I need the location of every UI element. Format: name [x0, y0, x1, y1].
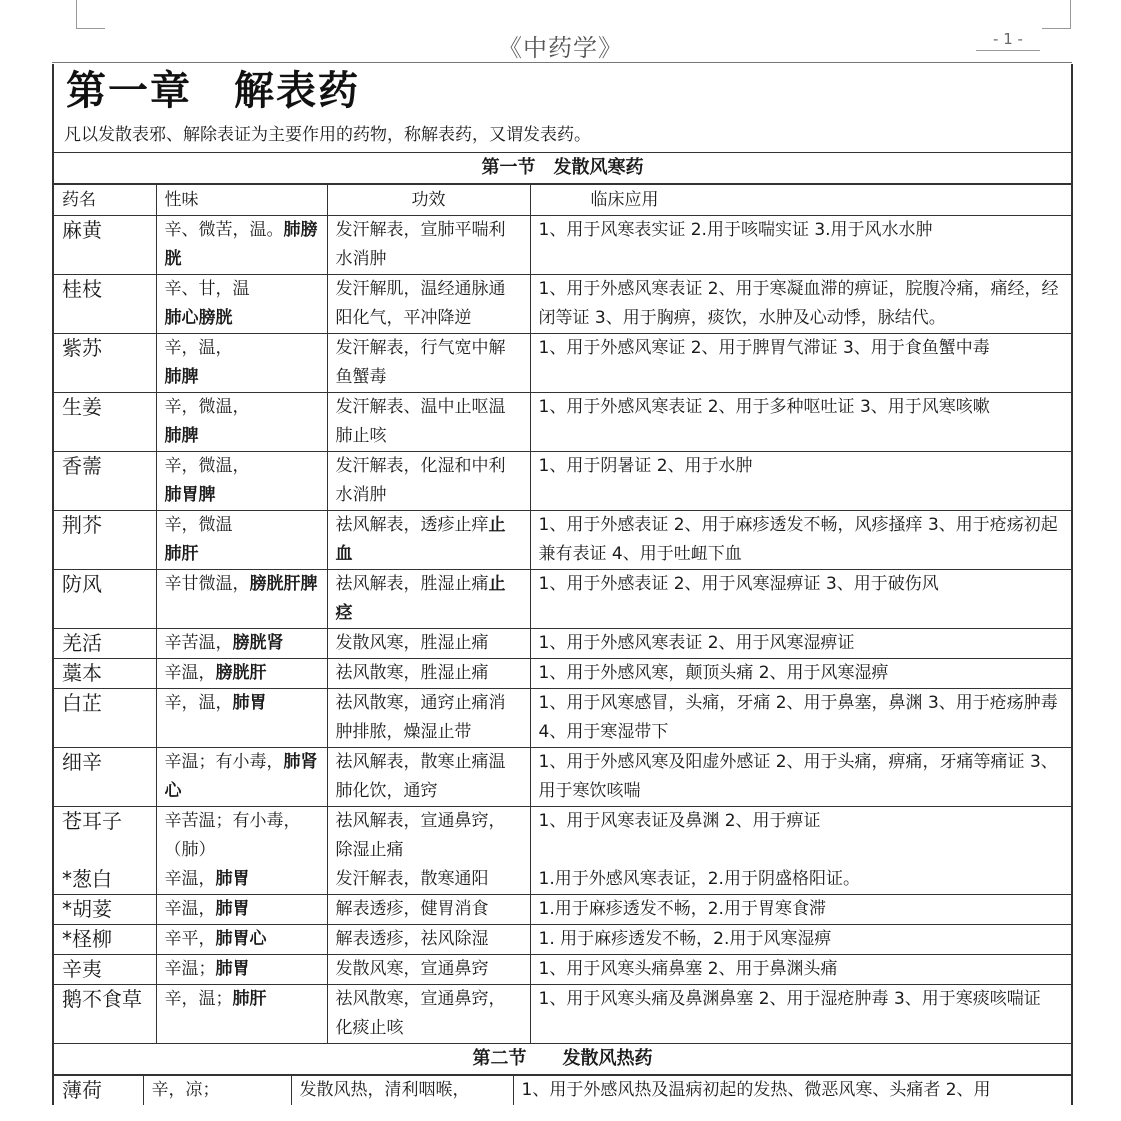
herb-name: 荆芥	[54, 511, 156, 570]
column-header-name: 药名	[54, 185, 156, 216]
herb-effect	[327, 511, 530, 570]
table-row	[54, 334, 1071, 393]
herb-nature	[156, 570, 327, 629]
section-title: 第一节 发散风寒药	[54, 153, 1071, 184]
table-row	[54, 629, 1071, 659]
table-row	[54, 895, 1071, 925]
herb-effect: 发散风热，清利咽喉，	[291, 1076, 513, 1106]
book-title: 《中药学》	[498, 34, 623, 62]
table-row	[54, 689, 1071, 748]
nature-text: 辛，温，	[164, 693, 233, 713]
table-row	[54, 452, 1071, 511]
meridian-text: 膀胱肾	[232, 633, 284, 653]
table-row	[54, 275, 1071, 334]
herb-usage: 1、用于阴暑证 2、用于水肿	[530, 452, 1071, 511]
nature-text: 辛，微温，	[164, 397, 250, 417]
table-row	[54, 1076, 1071, 1106]
effect-text: 祛风解表，宣通鼻窍，除湿止痛 发汗解表，散寒通阳	[335, 811, 506, 889]
herb-nature	[156, 659, 327, 689]
herb-name: 香薷	[54, 452, 156, 511]
herb-name: *柽柳	[54, 925, 156, 955]
nature-text: 辛平，	[164, 929, 216, 949]
herb-name: 桂枝	[54, 275, 156, 334]
herb-nature	[156, 216, 327, 275]
table-row	[54, 570, 1071, 629]
herb-nature	[156, 452, 327, 511]
herb-nature	[156, 629, 327, 659]
meridian-text: 肺胃	[215, 899, 250, 919]
meridian-text: 肺胃	[215, 869, 250, 889]
table-row	[54, 216, 1071, 275]
crop-mark-top-right	[1042, 0, 1071, 29]
herb-effect	[327, 748, 530, 807]
nature-text: 辛温；	[164, 959, 216, 979]
nature-text: 辛，微温，	[164, 456, 250, 476]
herb-effect	[327, 452, 530, 511]
herb-usage: 1、用于外感表证 2、用于风寒湿痹证 3、用于破伤风	[530, 570, 1071, 629]
herb-usage: 1、用于外感风寒及阳虚外感证 2、用于头痛，痹痛，牙痛等痛证 3、用于寒饮咳喘	[530, 748, 1071, 807]
table-row	[54, 659, 1071, 689]
nature-text: 辛温；有小毒，	[164, 752, 284, 772]
meridian-text: 肺胃心	[215, 929, 267, 949]
effect-text: 发汗解肌，温经通脉通阳化气，平冲降逆	[335, 279, 506, 328]
herb-table-wind-cold	[54, 184, 1071, 1044]
header-rule	[52, 62, 1072, 63]
herb-nature	[156, 275, 327, 334]
document-body	[52, 64, 1073, 1105]
herb-name: 辛夷	[54, 955, 156, 985]
herb-nature	[156, 334, 327, 393]
column-header-nature: 性味	[156, 185, 327, 216]
nature-text: 辛，温，	[164, 338, 233, 358]
herb-name: *胡荽	[54, 895, 156, 925]
meridian-text: 肺胃	[215, 959, 250, 979]
nature-text: 辛甘微温，	[164, 574, 250, 594]
effect-text: 发散风寒，胜湿止痛	[335, 633, 489, 653]
herb-usage: 1、用于外感风寒表证 2、用于多种呕吐证 3、用于风寒咳嗽	[530, 393, 1071, 452]
meridian-text: 肺肝	[232, 989, 267, 1009]
meridian-text: 肺心膀胱	[164, 308, 233, 328]
effect-text: 解表透疹，健胃消食	[335, 899, 489, 919]
nature-text: 辛、甘，温	[164, 279, 250, 299]
herb-name: 鹅不食草	[54, 985, 156, 1044]
meridian-text: 肺胃	[232, 693, 267, 713]
herb-usage: 1.用于麻疹透发不畅，2.用于胃寒食滞	[530, 895, 1071, 925]
chapter-intro: 凡以发散表邪、解除表证为主要作用的药物，称解表药，又谓发表药。	[54, 118, 1071, 153]
herb-usage: 1、用于外感风寒证 2、用于脾胃气滞证 3、用于食鱼蟹中毒	[530, 334, 1071, 393]
table-row	[54, 955, 1071, 985]
herb-effect	[327, 985, 530, 1044]
nature-text: 辛苦温，	[164, 633, 233, 653]
herb-name: 生姜	[54, 393, 156, 452]
effect-bold-text: 止血	[335, 515, 506, 564]
effect-text: 祛风散寒，通窍止痛消肿排脓，燥湿止带	[335, 693, 506, 742]
herb-name: 麻黄	[54, 216, 156, 275]
herb-usage: 1、用于外感风寒表证 2、用于寒凝血滞的痹证，脘腹冷痛，痛经，经闭等证 3、用于胸痹，痰饮，水肿及心动悸，脉结代。	[530, 275, 1071, 334]
herb-usage: 1、用于风寒头痛鼻塞 2、用于鼻渊头痛	[530, 955, 1071, 985]
meridian-text: 肺膀胱	[164, 220, 318, 269]
herb-nature	[156, 807, 327, 895]
table-row	[54, 393, 1071, 452]
meridian-text: 肺脾	[164, 367, 199, 387]
herb-name: 细辛	[54, 748, 156, 807]
herb-nature: 辛，凉；	[143, 1076, 291, 1106]
herb-usage: 1、用于风寒表证及鼻渊 2、用于痹证 1.用于外感风寒表证，2.用于阴盛格阳证。	[530, 807, 1071, 895]
effect-text: 祛风解表，散寒止痛温肺化饮，通窍	[335, 752, 506, 801]
herb-usage: 1. 用于麻疹透发不畅，2.用于风寒湿痹	[530, 925, 1071, 955]
meridian-text: 肺肝	[164, 544, 199, 564]
chapter-title: 第一章 解表药	[66, 68, 360, 114]
nature-text: 辛温，	[164, 899, 216, 919]
herb-usage: 1、用于外感风寒，颠顶头痛 2、用于风寒湿痹	[530, 659, 1071, 689]
herb-nature	[156, 895, 327, 925]
herb-nature	[156, 511, 327, 570]
herb-effect	[327, 275, 530, 334]
herb-name: 紫苏	[54, 334, 156, 393]
herb-table-wind-heat	[54, 1075, 1071, 1105]
herb-name: 防风	[54, 570, 156, 629]
page-number: - 1 -	[976, 30, 1040, 51]
nature-text: 辛，温；	[164, 989, 233, 1009]
herb-name: 羌活	[54, 629, 156, 659]
herb-name: 白芷	[54, 689, 156, 748]
herb-effect	[327, 334, 530, 393]
herb-nature	[156, 689, 327, 748]
effect-text: 祛风散寒，宣通鼻窍，化痰止咳	[335, 989, 506, 1038]
herb-effect	[327, 807, 530, 895]
herb-usage: 1、用于风寒表实证 2.用于咳喘实证 3.用于风水水肿	[530, 216, 1071, 275]
herb-effect	[327, 659, 530, 689]
herb-effect	[327, 925, 530, 955]
effect-text: 发散风寒，宣通鼻窍	[335, 959, 489, 979]
table-row	[54, 511, 1071, 570]
herb-usage: 1、用于风寒头痛及鼻渊鼻塞 2、用于湿疮肿毒 3、用于寒痰咳喘证	[530, 985, 1071, 1044]
effect-bold-text: 止痉	[335, 574, 506, 623]
herb-nature	[156, 925, 327, 955]
herb-nature	[156, 955, 327, 985]
effect-text: 发汗解表，宣肺平喘利水消肿	[335, 220, 506, 269]
meridian-text: 肺胃脾	[164, 485, 216, 505]
nature-text: 辛、微苦，温。	[164, 220, 284, 240]
section-title: 第二节 发散风热药	[54, 1044, 1071, 1075]
effect-text: 解表透疹，祛风除湿	[335, 929, 489, 949]
nature-text: 辛温，	[164, 663, 216, 683]
effect-text: 发汗解表，化湿和中利水消肿	[335, 456, 506, 505]
crop-mark-top-left	[76, 0, 105, 29]
herb-name: 薄荷	[54, 1076, 143, 1106]
effect-text: 祛风解表，胜湿止痛	[335, 574, 489, 594]
herb-usage: 1、用于外感风热及温病初起的发热、微恶风寒、头痛者 2、用	[513, 1076, 1071, 1106]
herb-nature	[156, 393, 327, 452]
column-header-effect: 功效	[327, 185, 530, 216]
table-row	[54, 748, 1071, 807]
herb-nature	[156, 985, 327, 1044]
herb-nature	[156, 748, 327, 807]
herb-effect	[327, 955, 530, 985]
meridian-text: 膀胱肝脾	[249, 574, 318, 594]
herb-effect	[327, 629, 530, 659]
herb-effect	[327, 570, 530, 629]
herb-effect	[327, 895, 530, 925]
herb-effect	[327, 689, 530, 748]
meridian-text: 肺肾心	[164, 752, 318, 801]
table-row	[54, 985, 1071, 1044]
meridian-text: 膀胱肝	[215, 663, 267, 683]
column-header-usage: 临床应用	[530, 185, 1071, 216]
table-row	[54, 807, 1071, 895]
meridian-text: 肺脾	[164, 426, 199, 446]
table-header-row	[54, 185, 1071, 216]
effect-text: 发汗解表，行气宽中解鱼蟹毒	[335, 338, 506, 387]
nature-text: 辛，微温	[164, 515, 233, 535]
effect-text: 发汗解表、温中止呕温肺止咳	[335, 397, 506, 446]
nature-text: 辛苦温；有小毒， （肺） 辛温，	[164, 811, 301, 889]
herb-name: 藁本	[54, 659, 156, 689]
herb-usage: 1、用于外感风寒表证 2、用于风寒湿痹证	[530, 629, 1071, 659]
herb-effect	[327, 393, 530, 452]
effect-text: 祛风解表，透疹止痒	[335, 515, 489, 535]
herb-name: 苍耳子 *葱白	[54, 807, 156, 895]
herb-usage: 1、用于外感表证 2、用于麻疹透发不畅，风疹搔痒 3、用于疮疡初起兼有表证 4、用于吐衄下血	[530, 511, 1071, 570]
effect-text: 祛风散寒，胜湿止痛	[335, 663, 489, 683]
herb-usage: 1、用于风寒感冒，头痛，牙痛 2、用于鼻塞，鼻渊 3、用于疮疡肿毒 4、用于寒湿带下	[530, 689, 1071, 748]
table-row	[54, 925, 1071, 955]
herb-effect	[327, 216, 530, 275]
